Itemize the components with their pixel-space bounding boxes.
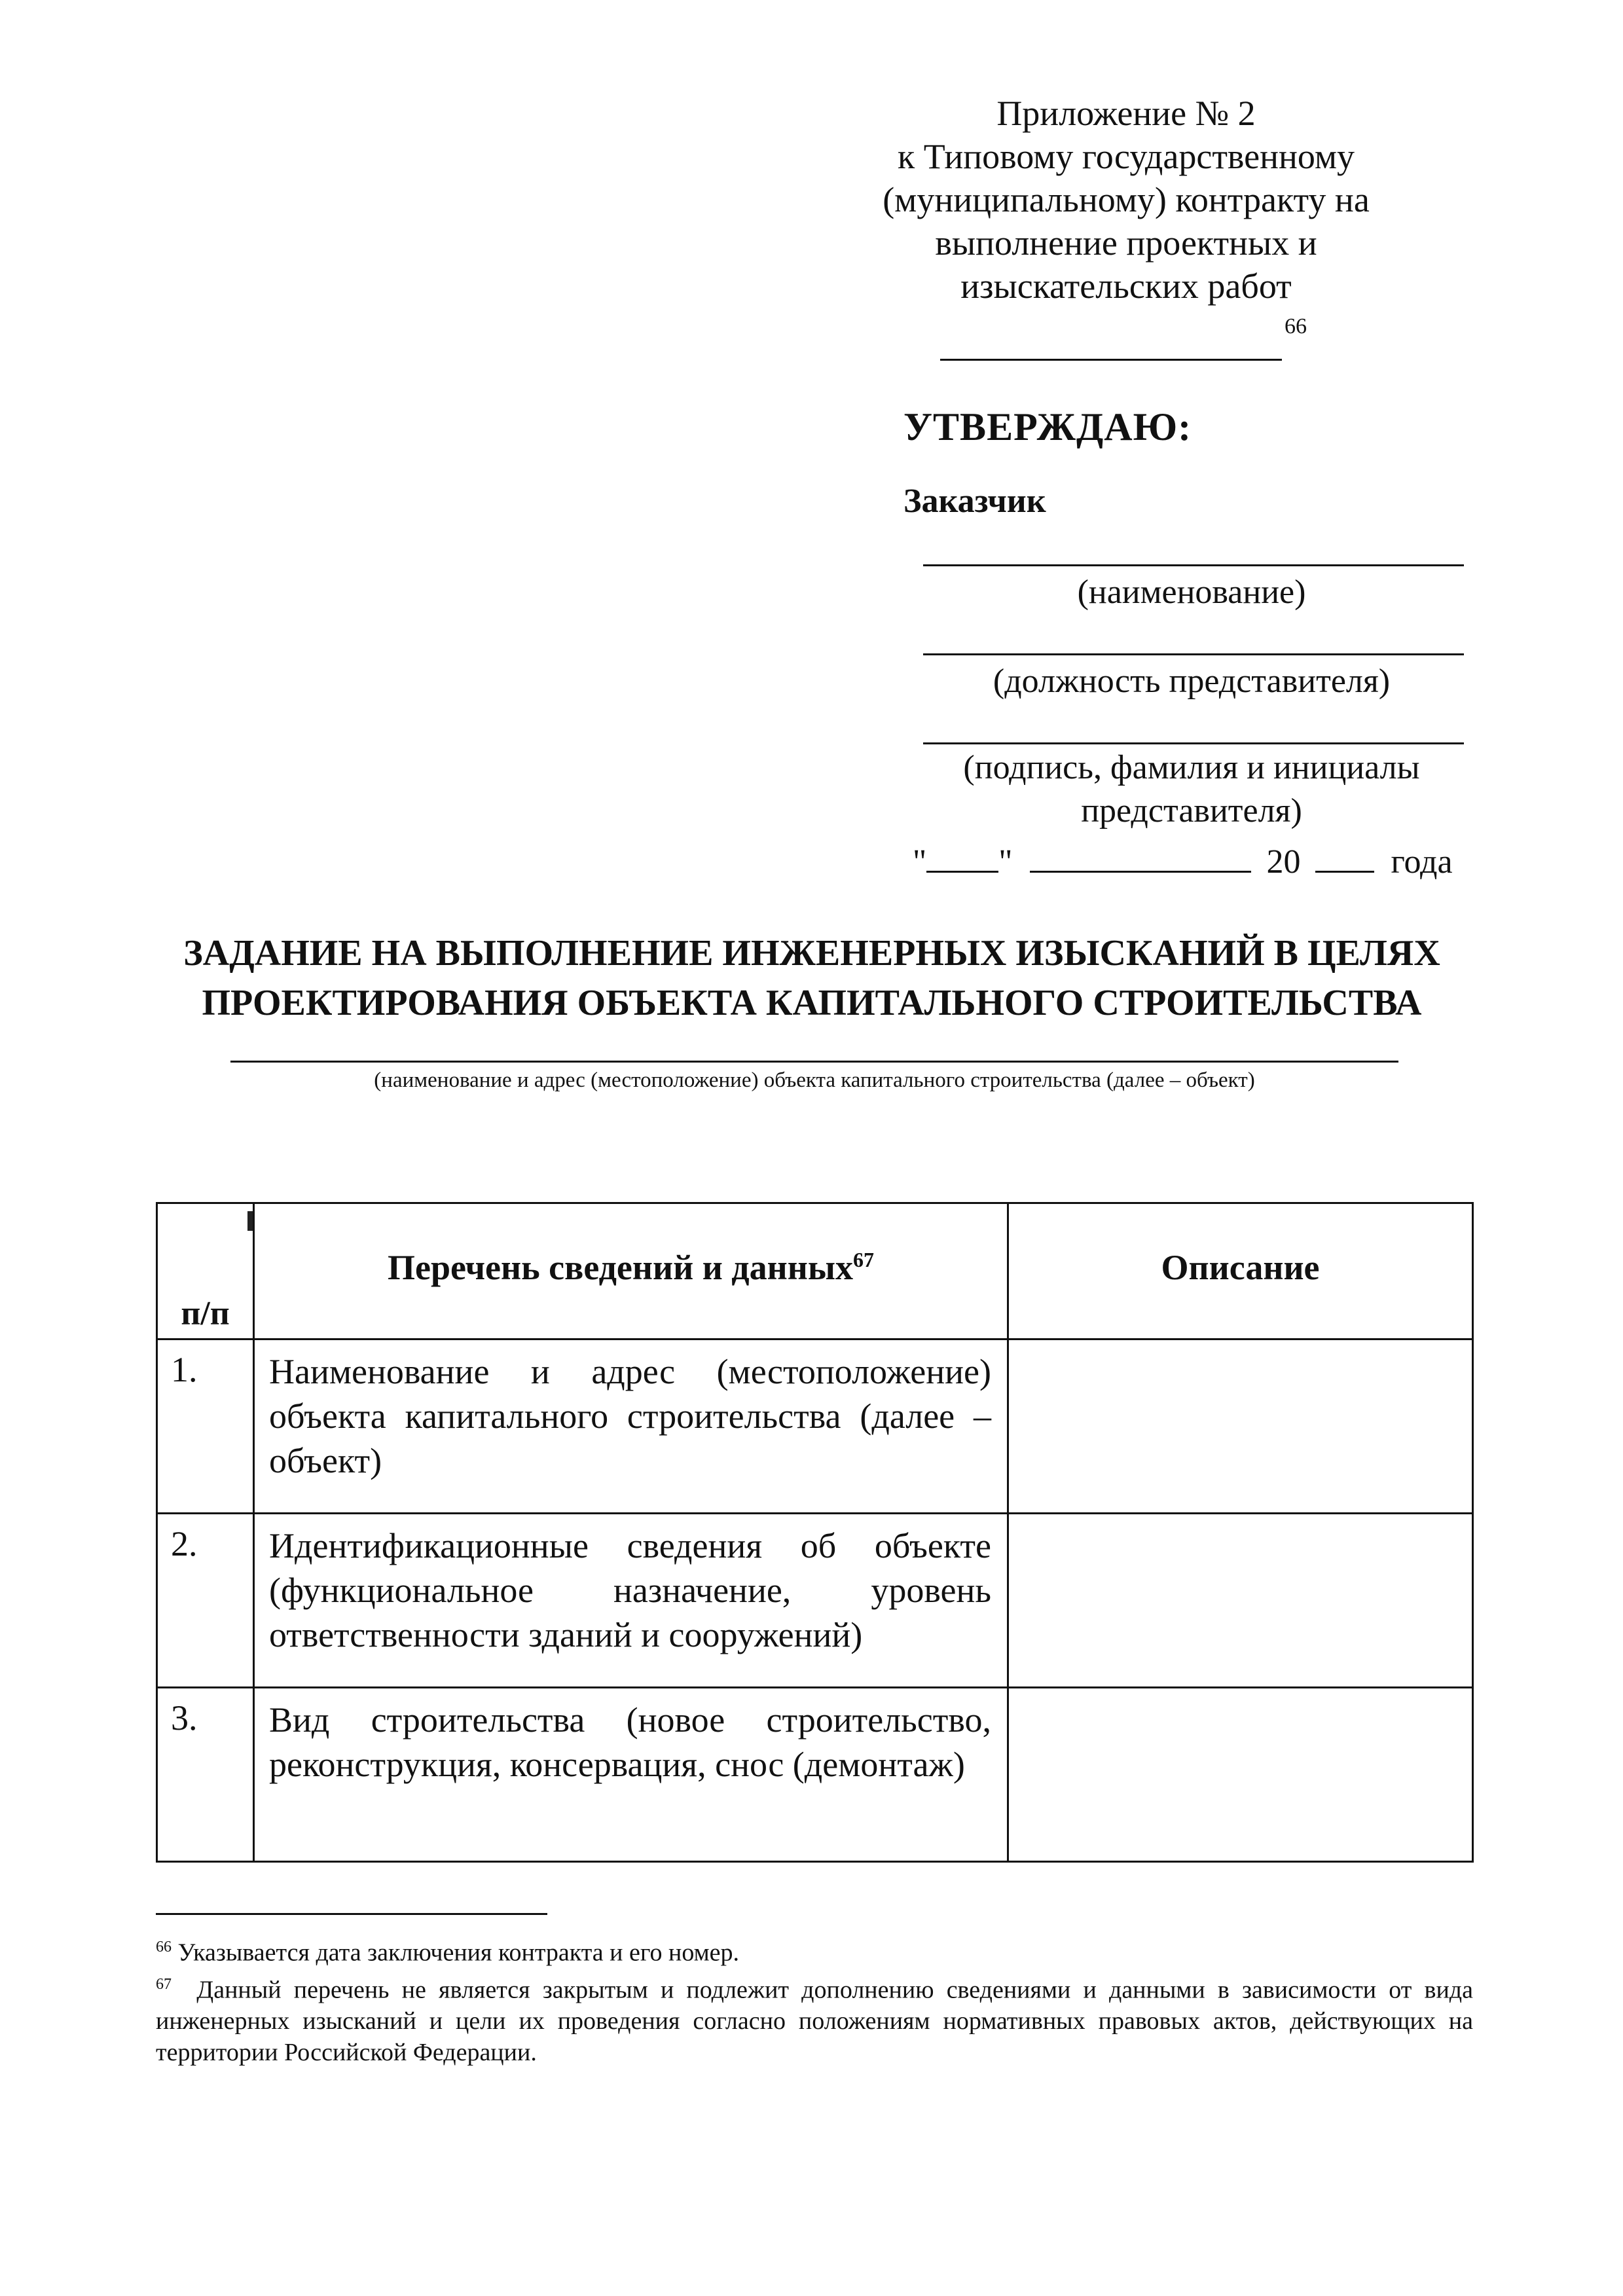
object-name-line xyxy=(230,1061,1398,1063)
scan-artifact-mark xyxy=(247,1211,253,1231)
appendix-line-3: (муниципальному) контракту на xyxy=(883,180,1370,219)
signature-caption-line-1: (подпись, фамилия и инициалы xyxy=(963,749,1420,786)
appendix-line-5: изыскательских работ xyxy=(960,266,1292,306)
appendix-line-4: выполнение проектных и xyxy=(935,223,1317,263)
month-blank xyxy=(1030,837,1251,873)
day-blank xyxy=(926,837,998,873)
customer-name-line xyxy=(923,564,1464,566)
approval-date xyxy=(903,837,1480,881)
table-row xyxy=(157,1339,1473,1514)
header-number: п/п xyxy=(157,1203,254,1339)
row-description-cell[interactable] xyxy=(1008,1339,1473,1514)
representative-position-line xyxy=(923,653,1464,655)
customer-label: Заказчик xyxy=(903,483,1046,520)
information-table xyxy=(156,1202,1474,1863)
document-title-line-1: ЗАДАНИЕ НА ВЫПОЛНЕНИЕ ИНЖЕНЕРНЫХ ИЗЫСКАНИЙ В ЦЕЛЯХ xyxy=(183,933,1440,974)
representative-signature-caption xyxy=(903,746,1480,833)
table-header-row xyxy=(157,1203,1473,1339)
table-row xyxy=(157,1514,1473,1688)
row-text: Вид строительства (новое строительство, реконструкция, консервация, снос (демонтаж) xyxy=(254,1688,1008,1862)
row-number: 2. xyxy=(157,1514,254,1688)
date-quote-close: " xyxy=(998,843,1013,881)
document-title-line-2: ПРОЕКТИРОВАНИЯ ОБЪЕКТА КАПИТАЛЬНОГО СТРОИТЕЛЬСТВА xyxy=(202,983,1422,1023)
customer-name-caption: (наименование) xyxy=(1077,574,1306,611)
contract-number-line xyxy=(940,359,1282,361)
footnotes xyxy=(156,1931,1473,2068)
footnote-66: $^{66}$ Указывается дата заключения контракта и его номер. xyxy=(156,1939,740,1967)
header-list-footnote-ref: 67 xyxy=(853,1248,875,1271)
header-list: Перечень сведений и данных$^{67}$ xyxy=(254,1203,1008,1339)
object-name-caption: (наименование и адрес (местоположение) объекта капитального строительства (далее – объект) xyxy=(374,1068,1255,1092)
representative-signature-line xyxy=(923,742,1464,744)
year-prefix: 20 xyxy=(1266,843,1301,881)
appendix-line-1: Приложение № 2 xyxy=(996,94,1256,133)
row-text: Наименование и адрес (местоположение) объекта капитального строительства (далее – объект) xyxy=(254,1339,1008,1514)
signature-caption-line-2: представителя) xyxy=(1081,792,1302,829)
document-title xyxy=(118,928,1506,1028)
row-text: Идентификационные сведения об объекте (функциональное назначение, уровень ответственности зданий и сооружений) xyxy=(254,1514,1008,1688)
year-blank xyxy=(1315,837,1374,873)
footnote-separator xyxy=(156,1913,547,1915)
footnote-67: $^{67}$ Данный перечень не является закрытым и подлежит дополнению сведениями и данными в зависимости от вида инженерных изысканий и цели их проведения согласно положениям нормативных правовых актов, действующих на территории Российской Федерации. xyxy=(156,1975,1473,2067)
appendix-line-2: к Типовому государственному xyxy=(897,137,1355,176)
representative-position-caption: (должность представителя) xyxy=(993,663,1391,700)
year-suffix: года xyxy=(1391,843,1453,881)
appendix-footnote-ref: 66 xyxy=(1285,314,1307,338)
date-quote-open: " xyxy=(913,843,927,881)
approval-title: УТВЕРЖДАЮ: xyxy=(903,405,1192,448)
row-number: 3. xyxy=(157,1688,254,1862)
row-description-cell[interactable] xyxy=(1008,1514,1473,1688)
row-number: 1. xyxy=(157,1339,254,1514)
row-description-cell[interactable] xyxy=(1008,1688,1473,1862)
appendix-heading xyxy=(812,92,1440,308)
table-row xyxy=(157,1688,1473,1862)
header-description: Описание xyxy=(1008,1203,1473,1339)
